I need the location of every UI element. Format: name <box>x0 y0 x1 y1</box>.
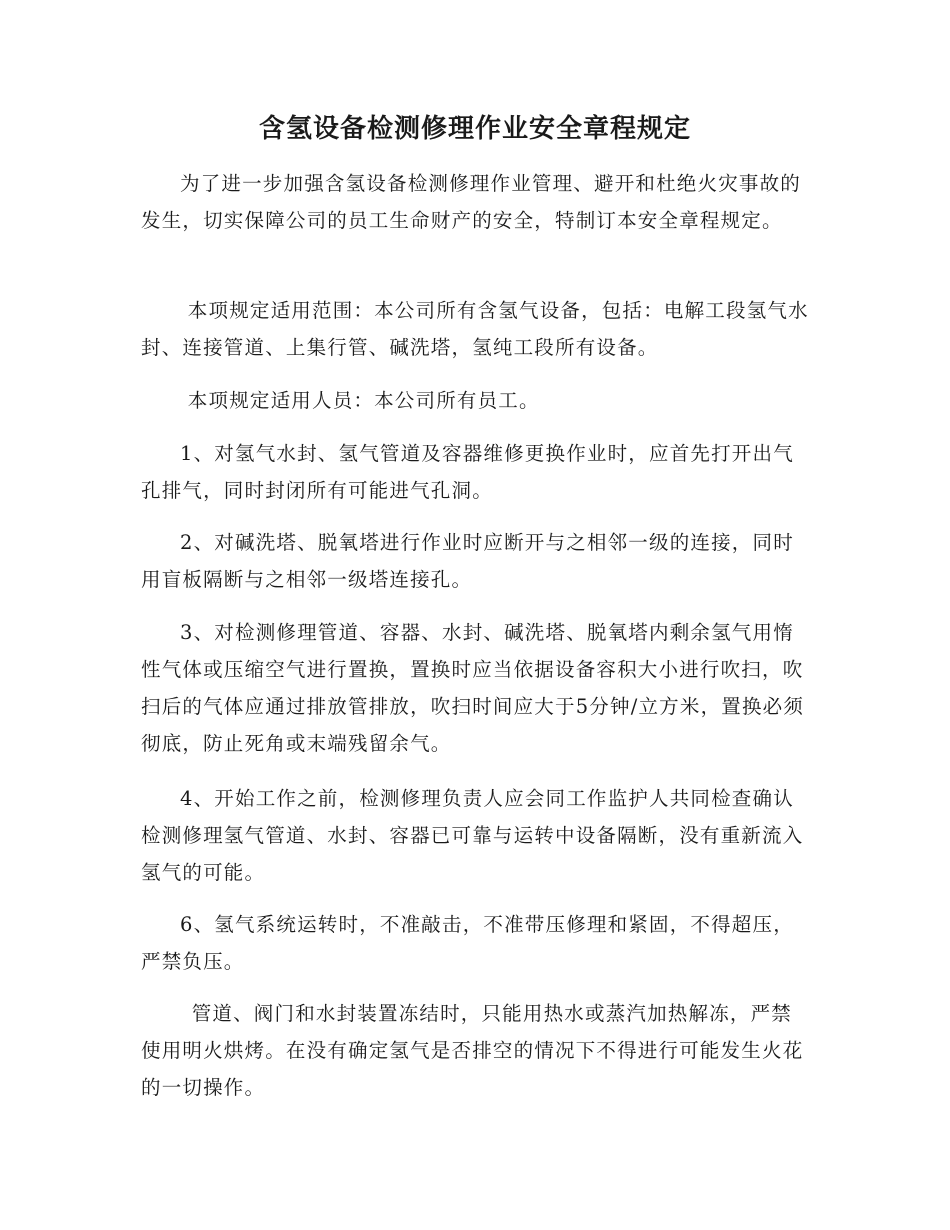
paragraph-rule-2: 2、对碱洗塔、脱氧塔进行作业时应断开与之相邻一级的连接，同时用盲板隔断与之相邻一级塔连接孔。 <box>141 531 794 591</box>
paragraph-rule-4: 4、开始工作之前，检测修理负责人应会同工作监护人共同检查确认检测修理氢气管道、水封、容器已可靠与运转中设备隔断，没有重新流入氢气的可能。 <box>141 787 804 884</box>
paragraph-freezing: 管道、阀门和水封装置冻结时，只能用热水或蒸汽加热解冻，严禁使用明火烘烤。在没有确定氢气是否排空的情况下不得进行可能发生火花的一切操作。 <box>141 1002 804 1099</box>
paragraph-rule-1: 1、对氢气水封、氢气管道及容器维修更换作业时，应首先打开出气孔排气，同时封闭所有可能进气孔洞。 <box>141 442 794 502</box>
paragraph-rule-6: 6、氢气系统运转时，不准敲击，不准带压修理和紧固，不得超压，严禁负压。 <box>141 913 794 973</box>
paragraph-scope: 本项规定适用范围：本公司所有含氢气设备，包括：电解工段氢气水封、连接管道、上集行管、碱洗塔，氢纯工段所有设备。 <box>141 299 809 359</box>
paragraph-personnel: 本项规定适用人员：本公司所有员工。 <box>187 389 540 412</box>
paragraph-rule-3: 3、对检测修理管道、容器、水封、碱洗塔、脱氧塔内剩余氢气用惰性气体或压缩空气进行置换，置换时应当依据设备容积大小进行吹扫，吹扫后的气体应通过排放管排放，吹扫时间应大于5分钟/立方米，置换必须彻底，防止死角或末端残留余气。 <box>141 621 805 755</box>
document-title: 含氢设备检测修理作业安全章程规定 <box>258 114 691 144</box>
paragraph-purpose: 为了进一步加强含氢设备检测修理作业管理、避开和杜绝火灾事故的发生，切实保障公司的员工生命财产的安全，特制订本安全章程规定。 <box>141 172 802 232</box>
